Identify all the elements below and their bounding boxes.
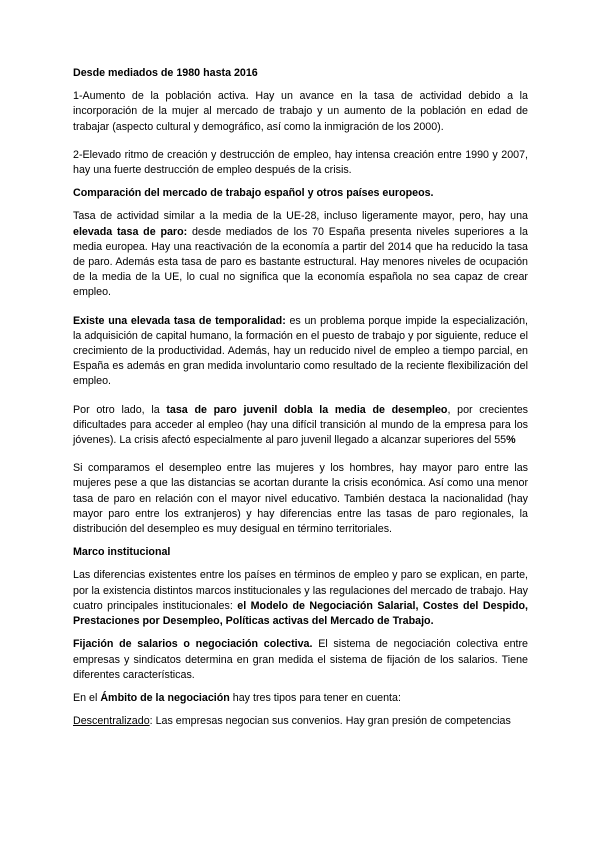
paragraph-paro-juvenil <box>73 403 528 449</box>
bold-text: tasa de paro juvenil dobla la media de desempleo <box>166 403 448 416</box>
paragraph-fijacion-salarios <box>73 637 528 683</box>
paragraph-desempleo-genero: Si comparamos el desempleo entre las mujeres y los hombres, hay mayor paro entre las mujeres pese a que las distancias se acortan durante la crisis económica. Así como una menor tasa de paro en relación con el mayor nivel educativo. También destaca la nacionalidad (hay mayor paro entre los extranjeros) y hay diferencias entre las tasas de paro regionales, la distribución del desempleo es muy desigual en término territoriales. <box>73 462 528 536</box>
paragraph-descentralizado <box>73 714 528 729</box>
bold-text: Ámbito de la negociación <box>100 691 230 704</box>
text: es un problema porque impide la especialización, la adquisición de capital humano, la formación en el puesto de trabajo y por siguiente, reduce el crecimiento de la productividad. Además, hay un reducido nivel de empleo a tiempo parcial, en España es además en gran medida involuntario como resultado de la reciente flexibilización del empleo. <box>73 314 528 388</box>
text: En el <box>73 691 101 704</box>
text: Por otro lado, la <box>73 403 167 416</box>
text: Las diferencias existentes entre los países en términos de empleo y paro se explican, en parte, por la existencia distintos marcos institucionales y las regulaciones del mercado de trabajo. Hay cuatro principales institucionales: <box>73 569 528 612</box>
paragraph-marcos-institucionales <box>73 568 528 629</box>
heading-marco-institucional: Marco institucional <box>73 546 171 559</box>
document-body <box>73 66 528 729</box>
paragraph-tasa-actividad <box>73 209 528 300</box>
paragraph-poblacion-activa: 1-Aumento de la población activa. Hay un avance en la tasa de actividad debido a la incorporación de la mujer al mercado de trabajo y un aumento de la población en edad de trabajar (aspecto cultural y demográfico, así como la inmigración de los 2000). <box>73 90 528 133</box>
paragraph-ritmo-empleo: 2-Elevado ritmo de creación y destrucción de empleo, hay intensa creación entre 1990 y 2007, hay una fuerte destrucción de empleo después de la crisis. <box>73 148 528 177</box>
text: hay tres tipos para tener en cuenta: <box>229 691 401 704</box>
heading-comparacion: Comparación del mercado de trabajo español y otros países europeos. <box>73 187 434 200</box>
heading-1980-2016: Desde mediados de 1980 hasta 2016 <box>73 67 258 79</box>
text: : Las empresas negocian sus convenios. Hay gran presión de competencias <box>149 715 511 728</box>
bold-text: Fijación de salarios o negociación colectiva. <box>73 638 313 651</box>
text: Tasa de actividad similar a la media de la UE-28, incluso ligeramente mayor, pero, hay una <box>73 210 528 223</box>
bold-text: elevada tasa de paro: <box>73 225 188 238</box>
text: desde mediados de los 70 España presenta niveles superiores a la media europea. Hay una reactivación de la economía a partir del 2014 que ha reducido la tasa de paro. Además esta tasa de paro es bastante estructural. Hay menores niveles de ocupación de la media de la UE, lo cual no significa que la economía española no sea capaz de crear empleo. <box>73 225 528 299</box>
paragraph-ambito-negociacion <box>73 691 528 706</box>
bold-text: Existe una elevada tasa de temporalidad: <box>73 314 286 327</box>
bold-text: el Modelo de Negociación Salarial, Costes del Despido, Prestaciones por Desempleo, Políticas activas del Mercado de Trabajo. <box>73 599 528 628</box>
paragraph-temporalidad <box>73 314 528 390</box>
bold-text: % <box>506 434 516 447</box>
text: El sistema de negociación colectiva entre empresas y sindicatos determina en gran medida el sistema de fijación de los salarios. Tiene diferentes características. <box>73 638 528 681</box>
text: , por crecientes dificultades para acceder al empleo (hay una difícil transición al mundo de la empresa para los jóvenes). La crisis afectó especialmente al paro juvenil llegado a alcanzar superiores del 55 <box>73 403 528 447</box>
underlined-text: Descentralizado <box>73 715 150 728</box>
